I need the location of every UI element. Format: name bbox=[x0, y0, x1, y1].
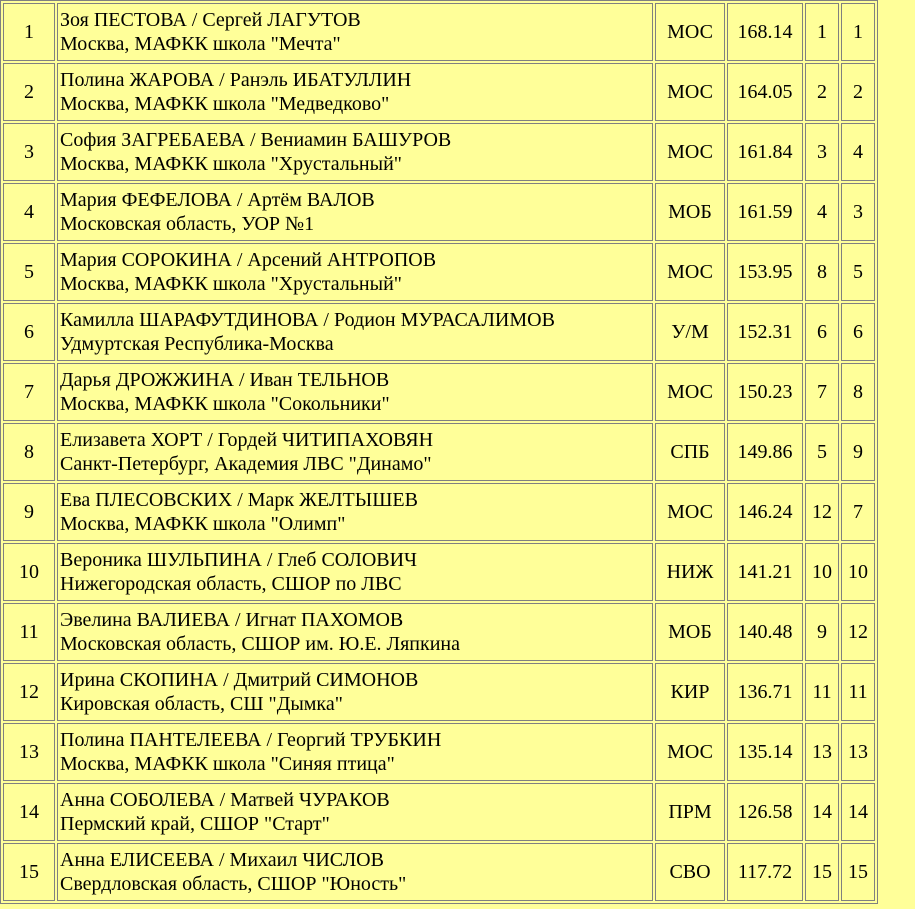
region-code-cell: МОС bbox=[655, 123, 725, 181]
short-program-place-cell: 14 bbox=[805, 783, 839, 841]
rank-cell: 3 bbox=[3, 123, 55, 181]
table-row bbox=[3, 243, 875, 301]
short-program-place-cell: 2 bbox=[805, 63, 839, 121]
total-score-cell: 136.71 bbox=[727, 663, 803, 721]
club-name: Нижегородская область, СШОР по ЛВС bbox=[60, 573, 402, 595]
pair-cell bbox=[57, 63, 653, 121]
total-score-cell: 126.58 bbox=[727, 783, 803, 841]
table-row bbox=[3, 603, 875, 661]
rank-cell: 9 bbox=[3, 483, 55, 541]
free-skating-place-cell: 11 bbox=[841, 663, 875, 721]
free-skating-place-cell: 15 bbox=[841, 843, 875, 901]
rank-cell: 10 bbox=[3, 543, 55, 601]
rank-cell: 1 bbox=[3, 3, 55, 61]
region-code-cell: СВО bbox=[655, 843, 725, 901]
results-table-body bbox=[3, 3, 875, 901]
total-score-cell: 153.95 bbox=[727, 243, 803, 301]
pair-cell bbox=[57, 243, 653, 301]
club-name: Кировская область, СШ "Дымка" bbox=[60, 693, 343, 715]
rank-cell: 6 bbox=[3, 303, 55, 361]
club-name: Москва, МАФКК школа "Хрустальный" bbox=[60, 153, 402, 175]
rank-cell: 11 bbox=[3, 603, 55, 661]
table-row bbox=[3, 843, 875, 901]
club-name: Москва, МАФКК школа "Олимп" bbox=[60, 513, 346, 535]
rank-cell: 4 bbox=[3, 183, 55, 241]
region-code-cell: КИР bbox=[655, 663, 725, 721]
rank-cell: 15 bbox=[3, 843, 55, 901]
region-code-cell: МОС bbox=[655, 483, 725, 541]
club-name: Москва, МАФКК школа "Мечта" bbox=[60, 33, 341, 55]
table-row bbox=[3, 423, 875, 481]
free-skating-place-cell: 14 bbox=[841, 783, 875, 841]
total-score-cell: 161.84 bbox=[727, 123, 803, 181]
pair-cell bbox=[57, 543, 653, 601]
rank-cell: 7 bbox=[3, 363, 55, 421]
free-skating-place-cell: 6 bbox=[841, 303, 875, 361]
total-score-cell: 152.31 bbox=[727, 303, 803, 361]
short-program-place-cell: 5 bbox=[805, 423, 839, 481]
pair-names: София ЗАГРЕБАЕВА / Вениамин БАШУРОВ bbox=[60, 129, 452, 151]
free-skating-place-cell: 9 bbox=[841, 423, 875, 481]
rank-cell: 5 bbox=[3, 243, 55, 301]
free-skating-place-cell: 10 bbox=[841, 543, 875, 601]
pair-names: Дарья ДРОЖЖИНА / Иван ТЕЛЬНОВ bbox=[60, 369, 390, 391]
region-code-cell: ПРМ bbox=[655, 783, 725, 841]
club-name: Московская область, УОР №1 bbox=[60, 213, 315, 235]
short-program-place-cell: 6 bbox=[805, 303, 839, 361]
short-program-place-cell: 13 bbox=[805, 723, 839, 781]
pair-names: Анна ЕЛИСЕЕВА / Михаил ЧИСЛОВ bbox=[60, 849, 384, 871]
total-score-cell: 168.14 bbox=[727, 3, 803, 61]
total-score-cell: 161.59 bbox=[727, 183, 803, 241]
club-name: Москва, МАФКК школа "Синяя птица" bbox=[60, 753, 395, 775]
total-score-cell: 117.72 bbox=[727, 843, 803, 901]
pair-cell bbox=[57, 483, 653, 541]
region-code-cell: НИЖ bbox=[655, 543, 725, 601]
free-skating-place-cell: 1 bbox=[841, 3, 875, 61]
total-score-cell: 164.05 bbox=[727, 63, 803, 121]
pair-names: Елизавета ХОРТ / Гордей ЧИТИПАХОВЯН bbox=[60, 429, 434, 451]
club-name: Свердловская область, СШОР "Юность" bbox=[60, 873, 407, 895]
short-program-place-cell: 11 bbox=[805, 663, 839, 721]
short-program-place-cell: 12 bbox=[805, 483, 839, 541]
region-code-cell: МОС bbox=[655, 363, 725, 421]
pair-names: Камилла ШАРАФУТДИНОВА / Родион МУРАСАЛИМОВ bbox=[60, 309, 555, 331]
pair-cell bbox=[57, 3, 653, 61]
region-code-cell: МОС bbox=[655, 63, 725, 121]
short-program-place-cell: 10 bbox=[805, 543, 839, 601]
table-row bbox=[3, 723, 875, 781]
pair-names: Мария ФЕФЕЛОВА / Артём ВАЛОВ bbox=[60, 189, 375, 211]
short-program-place-cell: 1 bbox=[805, 3, 839, 61]
club-name: Удмуртская Республика-Москва bbox=[60, 333, 334, 355]
pair-names: Анна СОБОЛЕВА / Матвей ЧУРАКОВ bbox=[60, 789, 390, 811]
region-code-cell: У/М bbox=[655, 303, 725, 361]
total-score-cell: 140.48 bbox=[727, 603, 803, 661]
rank-cell: 13 bbox=[3, 723, 55, 781]
club-name: Москва, МАФКК школа "Хрустальный" bbox=[60, 273, 402, 295]
table-row bbox=[3, 303, 875, 361]
short-program-place-cell: 9 bbox=[805, 603, 839, 661]
region-code-cell: МОС bbox=[655, 3, 725, 61]
total-score-cell: 146.24 bbox=[727, 483, 803, 541]
pair-names: Полина ПАНТЕЛЕЕВА / Георгий ТРУБКИН bbox=[60, 729, 442, 751]
table-row bbox=[3, 183, 875, 241]
short-program-place-cell: 7 bbox=[805, 363, 839, 421]
pair-names: Полина ЖАРОВА / Ранэль ИБАТУЛЛИН bbox=[60, 69, 412, 91]
pair-names: Вероника ШУЛЬПИНА / Глеб СОЛОВИЧ bbox=[60, 549, 418, 571]
free-skating-place-cell: 4 bbox=[841, 123, 875, 181]
club-name: Московская область, СШОР им. Ю.Е. Ляпкина bbox=[60, 633, 461, 655]
region-code-cell: МОС bbox=[655, 723, 725, 781]
region-code-cell: МОБ bbox=[655, 183, 725, 241]
table-row bbox=[3, 123, 875, 181]
pair-names: Зоя ПЕСТОВА / Сергей ЛАГУТОВ bbox=[60, 9, 361, 31]
total-score-cell: 149.86 bbox=[727, 423, 803, 481]
rank-cell: 2 bbox=[3, 63, 55, 121]
pair-names: Ирина СКОПИНА / Дмитрий СИМОНОВ bbox=[60, 669, 419, 691]
pair-cell bbox=[57, 123, 653, 181]
pair-names: Эвелина ВАЛИЕВА / Игнат ПАХОМОВ bbox=[60, 609, 404, 631]
total-score-cell: 141.21 bbox=[727, 543, 803, 601]
pair-cell bbox=[57, 603, 653, 661]
pair-names: Ева ПЛЕСОВСКИХ / Марк ЖЕЛТЫШЕВ bbox=[60, 489, 418, 511]
pair-cell bbox=[57, 843, 653, 901]
pair-cell bbox=[57, 303, 653, 361]
short-program-place-cell: 15 bbox=[805, 843, 839, 901]
total-score-cell: 150.23 bbox=[727, 363, 803, 421]
short-program-place-cell: 3 bbox=[805, 123, 839, 181]
pair-cell bbox=[57, 783, 653, 841]
free-skating-place-cell: 5 bbox=[841, 243, 875, 301]
rank-cell: 8 bbox=[3, 423, 55, 481]
table-row bbox=[3, 3, 875, 61]
free-skating-place-cell: 2 bbox=[841, 63, 875, 121]
pair-cell bbox=[57, 183, 653, 241]
region-code-cell: МОБ bbox=[655, 603, 725, 661]
region-code-cell: МОС bbox=[655, 243, 725, 301]
free-skating-place-cell: 8 bbox=[841, 363, 875, 421]
region-code-cell: СПБ bbox=[655, 423, 725, 481]
club-name: Москва, МАФКК школа "Сокольники" bbox=[60, 393, 390, 415]
pair-cell bbox=[57, 723, 653, 781]
pair-cell bbox=[57, 363, 653, 421]
table-row bbox=[3, 663, 875, 721]
total-score-cell: 135.14 bbox=[727, 723, 803, 781]
pair-cell bbox=[57, 663, 653, 721]
table-row bbox=[3, 483, 875, 541]
rank-cell: 12 bbox=[3, 663, 55, 721]
table-row bbox=[3, 543, 875, 601]
free-skating-place-cell: 12 bbox=[841, 603, 875, 661]
club-name: Москва, МАФКК школа "Медведково" bbox=[60, 93, 390, 115]
free-skating-place-cell: 3 bbox=[841, 183, 875, 241]
short-program-place-cell: 8 bbox=[805, 243, 839, 301]
pair-names: Мария СОРОКИНА / Арсений АНТРОПОВ bbox=[60, 249, 437, 271]
table-row bbox=[3, 783, 875, 841]
club-name: Санкт-Петербург, Академия ЛВС "Динамо" bbox=[60, 453, 432, 475]
table-row bbox=[3, 363, 875, 421]
free-skating-place-cell: 13 bbox=[841, 723, 875, 781]
short-program-place-cell: 4 bbox=[805, 183, 839, 241]
rank-cell: 14 bbox=[3, 783, 55, 841]
free-skating-place-cell: 7 bbox=[841, 483, 875, 541]
club-name: Пермский край, СШОР "Старт" bbox=[60, 813, 330, 835]
pair-cell bbox=[57, 423, 653, 481]
table-row bbox=[3, 63, 875, 121]
